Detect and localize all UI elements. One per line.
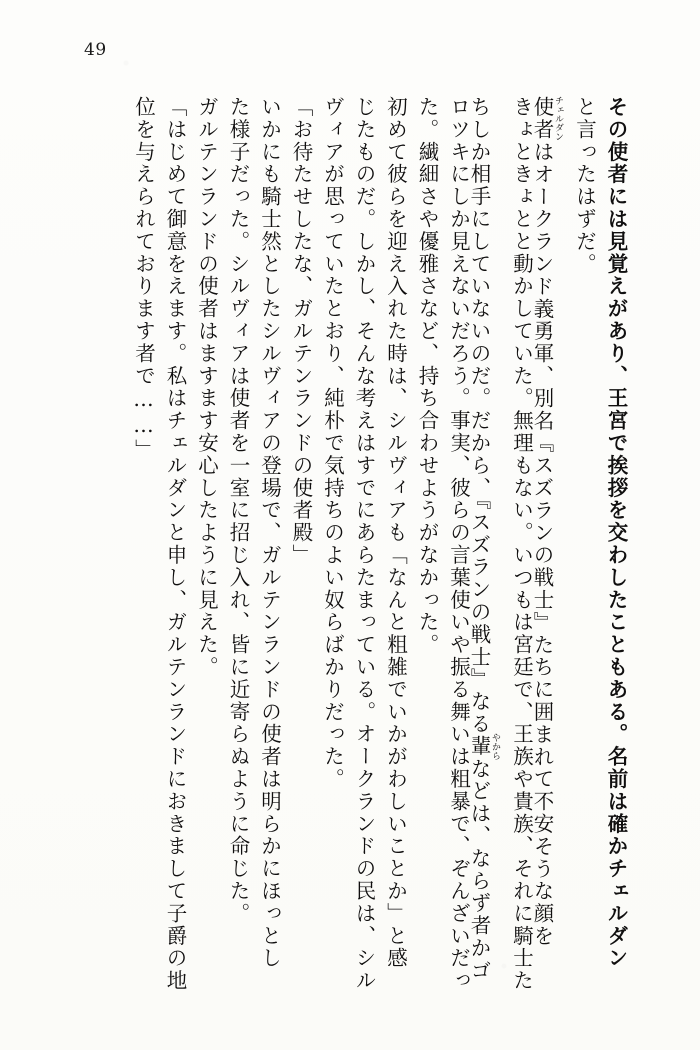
text-line: 位を与えられております者で……」 [131,96,156,462]
page-number: 49 [84,40,107,60]
ruby-annotation: 輩 やから [467,733,500,761]
text-line: た。繊細さや優雅さなど、持ち合わせようがなかった。 [415,96,439,656]
text-line: 「お待たせしたな、ガルテンランドの使者殿」 [289,96,313,567]
text-line: 初めて彼らを迎え入れた時は、シルヴィアも「なんと粗雑でいかがわしいことか」と感 [383,96,408,970]
text-line: ガルテンランドの使者はますます安心したように見えた。 [194,96,219,679]
text-line: きょときょとと動かしていた。無理もない。いつもは宮廷で、王族や貴族、それに騎士た [509,96,534,992]
text-line: じたものだ。しかし、そんな考えはすでにあらたまっている。オークランドの民は、シル [352,96,376,992]
text-line: 使者 チェルダンはオークランド義勇軍、別名『スズランの戦士』たちに囲まれて不安そうな顔を [530,96,563,948]
text-line: その使者には見覚えがあり、王宮で挨拶を交わしたこともある。名前は確かチェルダン [604,96,628,970]
text-line: と言ったはずだ。 [572,96,597,276]
vertical-text-body [106,96,628,992]
text-line: 「はじめて御意をえます。私はチェルダンと申し、ガルテンランドにおきまして子爵の地 [163,96,187,992]
text-line: た様子だった。シルヴィアは使者を一室に招じ入れ、皆に近寄らぬように命じた。 [226,96,250,925]
text-line: ちしか相手にしていないのだ。だから、『スズランの戦士』なる輩 やからなどは、ならず者かゴ [467,96,500,982]
text-line: ロツキにしか見えないだろう。事実、彼らの言葉使いや振る舞いは粗暴で、ぞんざいだっ [446,96,471,992]
text-line: いかにも騎士然としたシルヴィアの登場で、ガルテンランドの使者は明らかにほっとし [257,96,282,970]
text-line: ヴィアが思っていたとおり、純朴で気持ちのよい奴らばかりだった。 [320,96,345,791]
ruby-annotation: 使者 チェルダン [530,96,563,141]
